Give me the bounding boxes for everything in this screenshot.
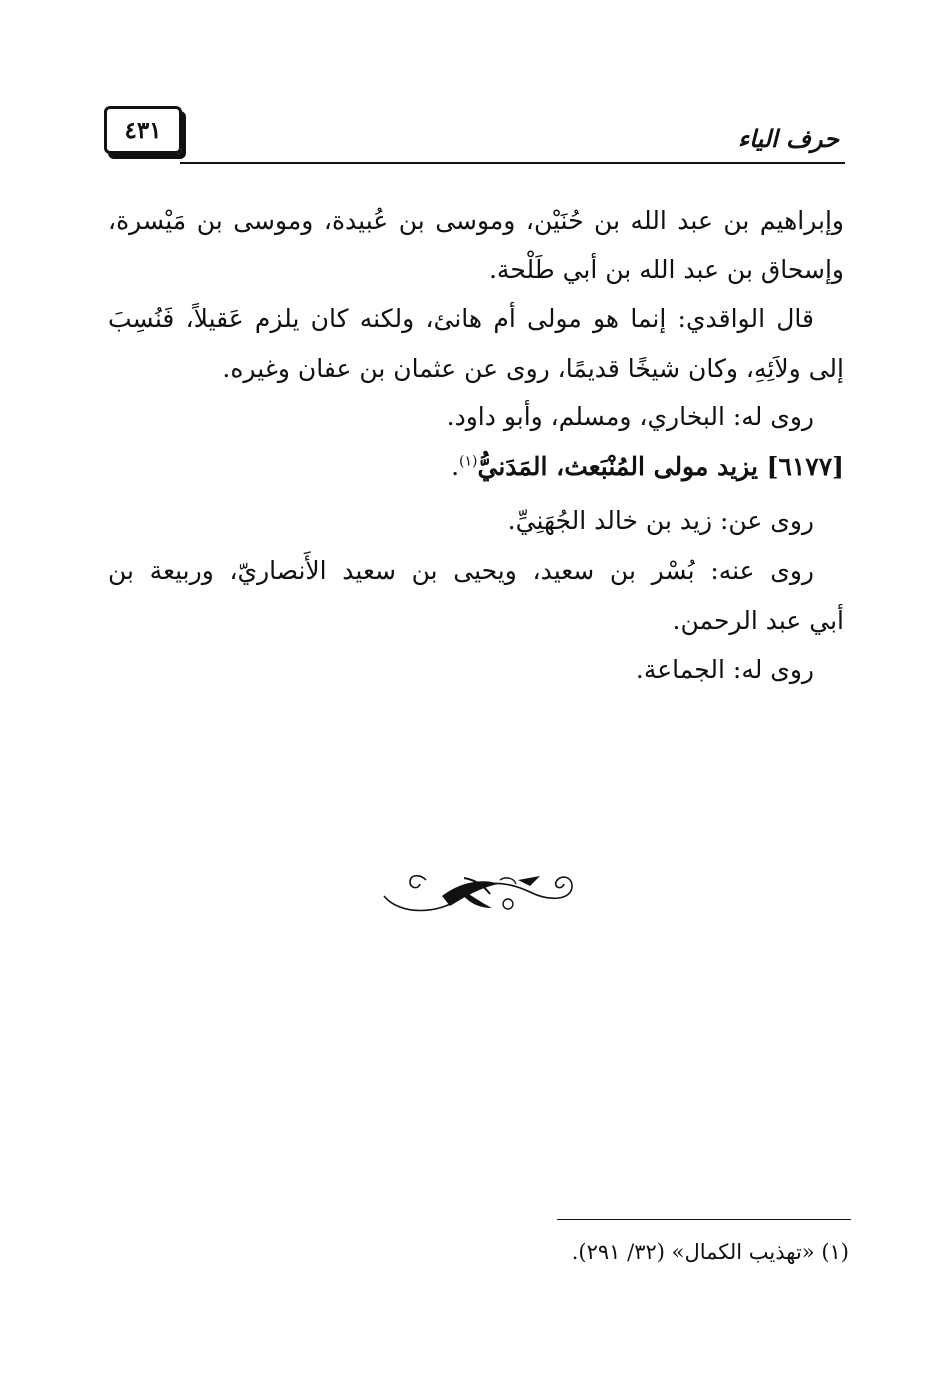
body-line-3: قال الواقدي: إنما هو مولى أم هانئ، ولكنه كان يلزم عَقيلاً، فَنُسِبَ <box>108 304 814 333</box>
floral-ornament <box>380 866 576 918</box>
body-line-2: وإسحاق بن عبد الله بن أبي طَلْحة. <box>488 255 844 284</box>
body-line-9: أبي عبد الرحمن. <box>672 606 844 635</box>
page-number-box <box>104 106 182 154</box>
body-line-10: روى له: الجماعة. <box>635 655 814 684</box>
page-number: ٤٣١ <box>124 116 162 144</box>
footnote-rule <box>557 1219 851 1220</box>
body-line-4: إلى ولاَئِهِ، وكان شيخًا قديمًا، روى عن عثمان بن عفان وغيره. <box>222 354 844 383</box>
body-line-8: روى عنه: بُسْر بن سعيد، ويحيى بن سعيد الأَنصاريّ، وربيعة بن <box>108 556 814 585</box>
body-line-7: روى عن: زيد بن خالد الجُهَنِيِّ. <box>507 506 814 535</box>
footnote-1: (١) «تهذيب الكمال» (٣٢/ ٢٩١). <box>571 1240 849 1264</box>
chapter-title: حرف الياء <box>737 124 839 153</box>
body-line-5: روى له: البخاري، ومسلم، وأبو داود. <box>446 402 814 431</box>
footnote-ref: (١) <box>459 453 478 470</box>
header-rule <box>180 162 845 164</box>
entry-heading: [٦١٧٧] يزيد مولى المُنْبَعث، المَدَنيُّ <box>477 452 844 481</box>
body-line-1: وإبراهيم بن عبد الله بن حُنَيْن، وموسى بن عُبيدة، وموسى بن مَيْسرة، <box>108 206 844 235</box>
entry-heading-end: . <box>451 452 460 481</box>
entry-heading-line <box>451 454 844 479</box>
